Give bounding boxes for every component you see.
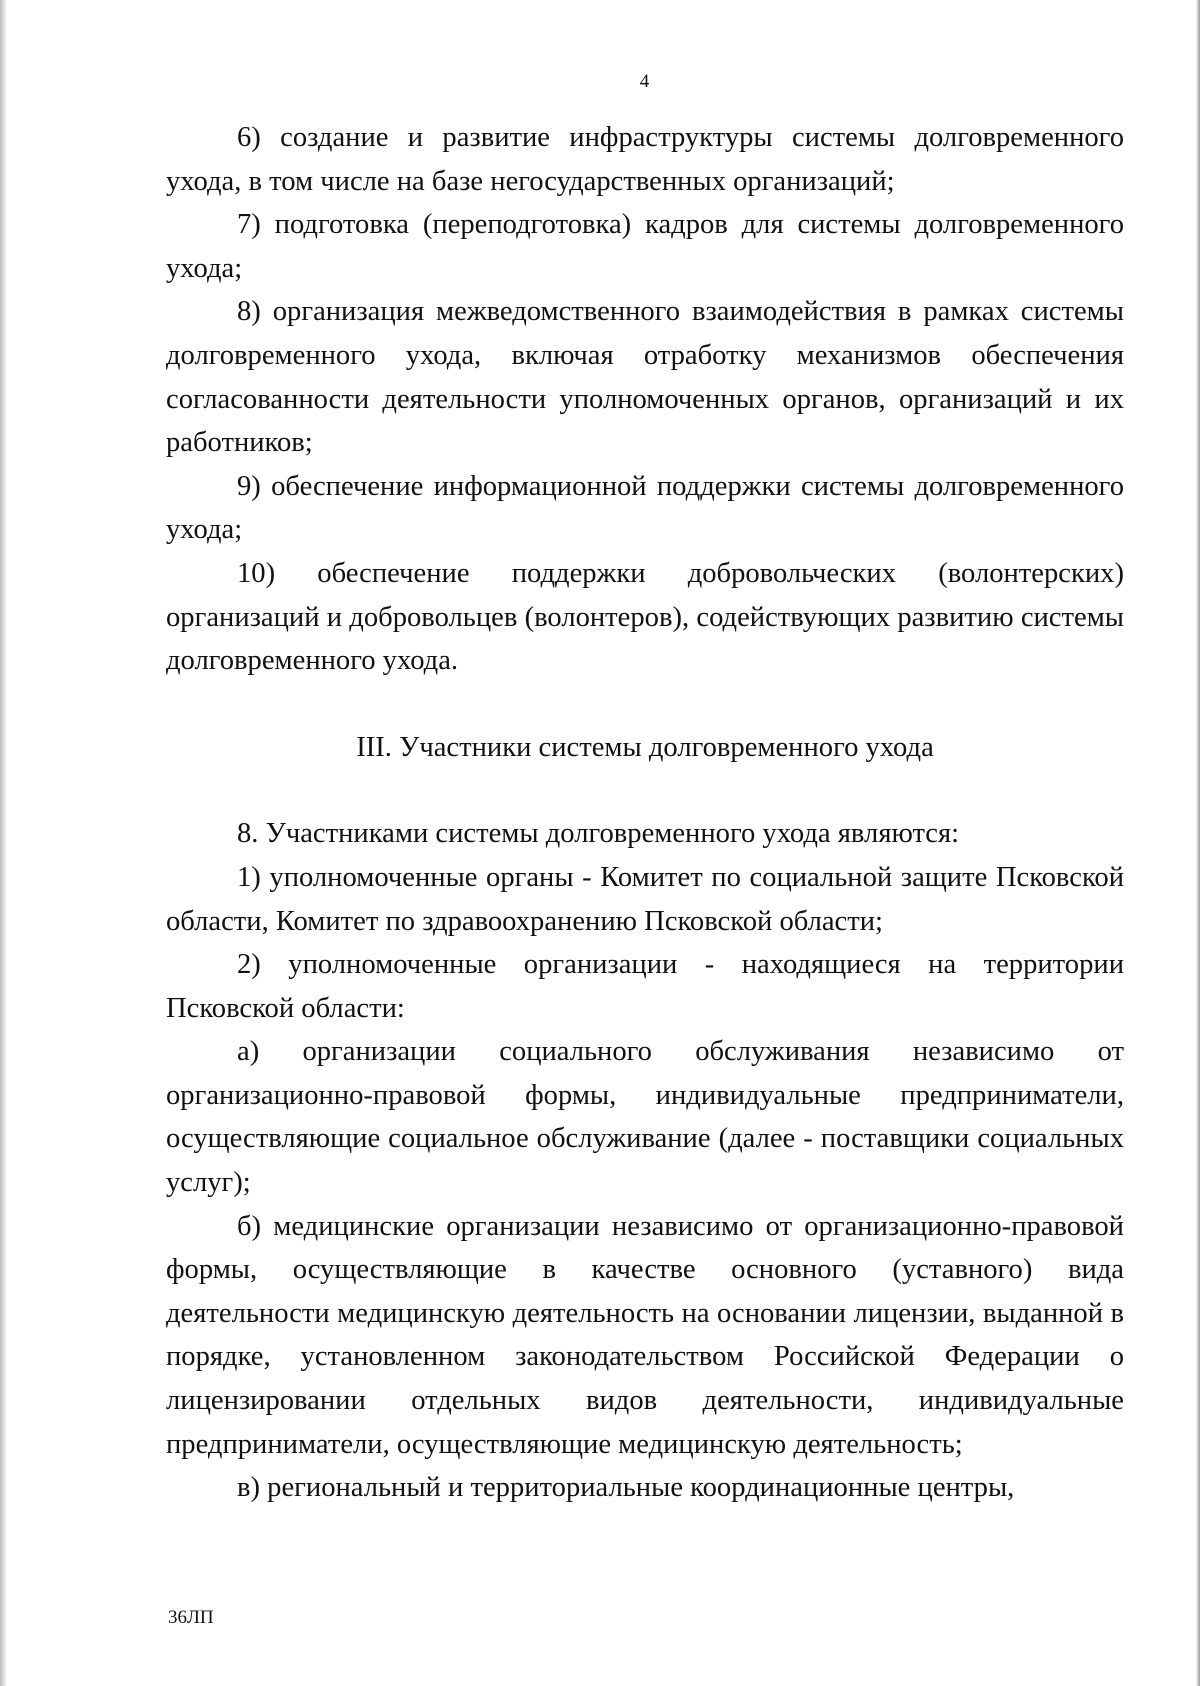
page-number: 4 [639, 71, 650, 92]
paragraph: 8. Участниками системы долговременного ухода являются: [237, 818, 960, 850]
paragraph: 1) уполномоченные органы - Комитет по социальной защите Псковской области, Комитет по здравоохранению Псковской области; [166, 861, 1124, 937]
paragraph: а) организации социального обслуживания независимо от организационно-правовой формы, индивидуальные предприниматели, осуществляющие социальное обслуживание (далее - поставщики социальных услуг); [166, 1036, 1124, 1199]
document-body [166, 116, 1124, 1510]
paragraph: 9) обеспечение информационной поддержки системы долговременного ухода; [166, 470, 1124, 546]
paragraph: 7) подготовка (переподготовка) кадров для системы долговременного ухода; [166, 209, 1124, 284]
paragraph: 10) обеспечение поддержки добровольческих (волонтерских) организаций и добровольцев (волонтеров), содействующих развитию системы долговременного ухода. [166, 557, 1124, 677]
paragraph: 2) уполномоченные организации - находящиеся на территории Псковской области: [166, 949, 1124, 1024]
scan-edge-right [1196, 0, 1200, 1686]
paragraph: в) региональный и территориальные координационные центры, [237, 1472, 1015, 1504]
scan-edge-left [0, 0, 7, 1686]
paragraph: 8) организация межведомственного взаимодействия в рамках системы долговременного ухода, включая отработку механизмов обеспечения согласованности деятельности уполномоченных органов, организаций и их работников; [166, 296, 1124, 459]
paragraph: 6) создание и развитие инфраструктуры системы долговременного ухода, в том числе на базе негосударственных организаций; [166, 122, 1124, 197]
paragraph: б) медицинские организации независимо от организационно-правовой формы, осуществляющие в качестве основного (уставного) вида деятельности медицинскую деятельность на основании лицензии, выданной в порядке, установленном законодательством Российской Федерации о лицензировании отдельных видов деятельности, индивидуальные предприниматели, осуществляющие медицинскую деятельность; [166, 1210, 1124, 1460]
footer-document-code: 36ЛП [168, 1607, 214, 1628]
section-heading: III. Участники системы долговременного ухода [356, 731, 934, 763]
